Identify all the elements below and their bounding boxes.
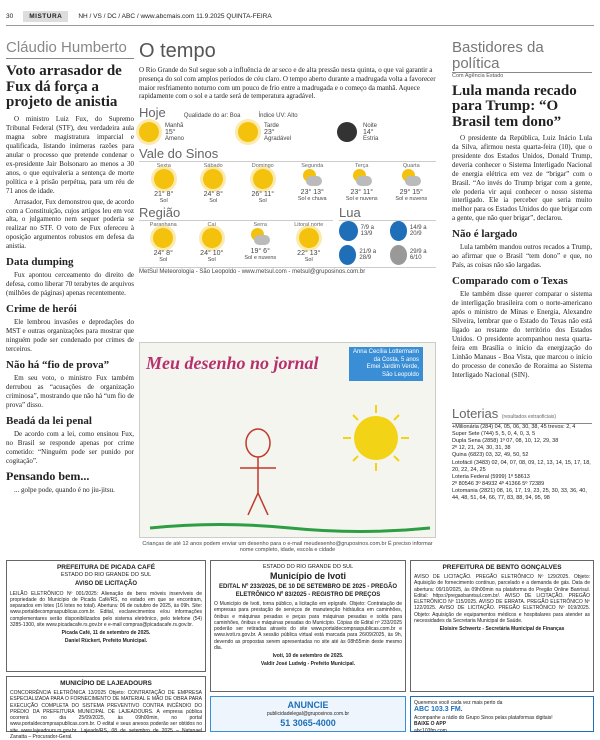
headline: Voto arrasador de Fux dá força a projeto de anistia — [6, 62, 122, 111]
regiao-label: Região — [139, 205, 333, 221]
moon-icon — [390, 245, 407, 265]
lottery-line: 2º 80546 3º 84932 4º 41366 5º 72389 — [452, 481, 545, 488]
page-header — [6, 8, 594, 26]
forecast-day: Quarta 29° 15° Sol e nuvens — [395, 163, 428, 202]
paragraph: Ele lembrou invasões e depredações do MST e outras organizações para mostrar que ninguém pode ser condenado por crimes de terceiros. — [6, 318, 134, 354]
lottery-line: Lotomania (2821) 08, 16, 17, 19, 23, 25, 30, 33, 36, 40, 44, 48, 51, 64, 66, 77, 83, 88, 94, 95, 98 — [452, 488, 587, 502]
legal-notices — [6, 560, 594, 740]
lottery-line: Quina (6823) 03, 32, 49, 50, 52 — [452, 452, 529, 459]
forecast-day: Domingo 26° 11° Sol — [251, 163, 275, 204]
subhead: Data dumping — [6, 256, 74, 269]
subhead: Não há “fio de prova” — [6, 359, 110, 372]
ad-picada-cafe: PREFEITURA DE PICADA CAFÉ ESTADO DO RIO GRANDE DO SUL AVISO DE LICITAÇÃO LEILÃO ELETRÔNICO Nº 001/2025: Alienação de bens móveis inservíveis de propriedade do Município de Picada Café/RS, no estado em que se encontram, separados em lotes (16 lotes no total). Abertura: 06 de outubro de 2025, às 09h. Site: www.portaldecompraspublicas.com.br. Edital, esclarecimentos e/ou informações complementares serão disponibilizados pelo sistema eletrônico, pelo telefone (54) 3285-1300, site www.picadacafe.rs.gov.br e e-mail compras@picadacafe.rs.gov.br. Picada Café, 11 de setembro de 2025. Daniel Rückert, Prefeito Municipal. — [6, 560, 206, 672]
subhead: Beadá da lei penal — [6, 415, 92, 428]
column-author: Cláudio Humberto — [6, 40, 134, 59]
moon-icon — [339, 245, 356, 265]
drawing-illustration — [140, 343, 437, 539]
paragraph: Ele também disse querer comparar o sistema de interligação brasileira com o norte-americano após o ministro de Minas e Energia, Alexandre Silveira, lembrar que o Estado do Texas não está ligado ao restante do território dos Estados Unidos. O presidente acompanhou nesta quarta-feira em Brasília o início da energização do Linhão Manaus - Boa Vista, que marcou o início do processo de conexão de Roraima ao Sistema Interligado Nacional (SIN). — [452, 290, 592, 379]
lottery-line: Loteria Federal (5999) 1º 58613 — [452, 473, 530, 480]
artist-tag: Anna Cecília Lottermann da Costa, 5 anos Emei Jardim Verde, São Leopoldo — [349, 347, 423, 381]
period-morning: Manhã 15° Ameno — [139, 122, 238, 142]
ad-ivoti: ESTADO DO RIO GRANDE DO SUL Município de Ivoti EDITAL Nº 233/2025, DE 10 DE SETEMBRO DE 2025 - PREGÃO ELETRÔNICO Nº 83/2025 - REGISTRO DE PREÇOS O Município de Ivoti, torna público, a licitação em epígrafe. Objeto: Contratação de empresas para prestação de serviços de manutenção hidráulica em caminhões, ônibus e máquinas pesadas e peças para máquinas pesadas e solda para caminhões, ônibus e máquinas pesadas do Município. Cópias do Edital nº 233/2025 poderão ser retiradas através do site www.portaldecompraspublicas.com.br e www.ivoti.rs.gov.br. A sessão pública virtual está marcada para 26/09/2025, às 9h, devendo as propostas serem apresentadas no site até às 08h55min deste mesmo dia. Ivoti, 10 de setembro de 2025. Valdir José Ludwig - Prefeito Municipal. — [210, 560, 406, 692]
subhead: Pensando bem... — [6, 468, 90, 483]
sun-icon — [139, 122, 159, 142]
subhead: Comparado com o Texas — [452, 275, 568, 288]
lottery-results — [452, 406, 592, 502]
weather-footer: MetSul Meteorologia - São Leopoldo - www.metsul.com - metsul@gruposinos.com.br — [139, 267, 436, 275]
forecast-day: Terça 23° 11° Sol e nuvens — [345, 163, 378, 202]
paragraph: O ministro Luiz Fux, do Supremo Tribunal Federal (STF), deu verdadeira aula magna sobre magistratura imparcial e qualificada, listando inúmeras razões para anular o processo que pretende condenar o ex-presidente Jair Bolsonaro ao menos a 30 anos, o que equivaleria a sentença de morte política e à prisão perpétua, para um réu de 71 anos de idade. — [6, 115, 134, 195]
region-item: Litoral norte 22° 13° Sol — [294, 222, 324, 263]
sun-icon — [154, 169, 174, 189]
sun-cloud-icon — [351, 169, 373, 187]
column-claudio — [6, 40, 134, 497]
moon-phases: 7/9 a 13/9 14/9 a 20/9 21/9 a 28/9 29/9 a 6/10 — [339, 221, 436, 265]
paragraph: Lula também mandou outros recados a Trump, ao afirmar que o Brasil “tem dono” e que, no País, as coisas não são largadas. — [452, 243, 592, 270]
sun-icon — [238, 122, 258, 142]
forecast-day: Segunda 23° 13° Sol e chuva — [297, 163, 327, 202]
sun-icon — [203, 169, 223, 189]
moon-icon — [390, 221, 407, 241]
weather-title: O tempo — [139, 40, 216, 62]
sun-icon — [153, 228, 173, 248]
ad-anuncie: ANUNCIE publicidadelegal@gruposinos.com.br 51 3065-4000 — [210, 696, 406, 732]
paragraph: ... golpe pode, quando é no jiu-jitsu. — [14, 486, 115, 495]
page-number: 30 — [6, 13, 14, 20]
region-item: Caí 24° 10° Sol — [200, 222, 224, 263]
weather-section — [139, 40, 436, 275]
vale-label: Vale do Sinos — [139, 146, 436, 162]
uv-index: Índice UV: Alto — [258, 113, 298, 119]
headline: Lula manda recado para Trump: “O Brasil tem dono” — [452, 82, 577, 131]
edition-info: NH / VS / DC / ABC / www.abcmais.com 11.9.2025 QUINTA-FEIRA — [78, 13, 272, 20]
subhead: Não é largado — [452, 228, 518, 241]
sun-icon — [299, 228, 319, 248]
air-quality: Qualidade do ar: Boa — [183, 113, 241, 119]
column-bastidores — [452, 40, 592, 382]
section-label: MISTURA — [23, 11, 68, 22]
ad-bento-goncalves: PREFEITURA DE BENTO GONÇALVES AVISO DE LICITAÇÃO. PREGÃO ELETRÔNICO Nº 129/2025. Objeto: Aquisição de fornecimento contínuo, parcelado e a demanda de gás. Data de abertura: 09/10/2025, às 09h00min na plataforma do Pregão Online Banrisul. Edital: https://pregaobanrisul.com.br/. AVISO DE LICITAÇÃO. PREGÃO ELETRÔNICO Nº 115/2025. AVISO DE ERRATA. PREGÃO ELETRÔNICO Nº 122/2025. AVISO DE LICITAÇÃO. PREGÃO ELETRÔNICO Nº 019/2025. Objeto: Aquisição de equipamentos médicos e hospitalares para atender as necessidades da Secretaria Municipal de Saúde. Eloisire Schwertz - Secretária Municipal de Finanças — [410, 560, 594, 692]
period-afternoon: Tarde 23° Agradável — [238, 122, 337, 142]
sun-rain-icon — [301, 169, 323, 187]
child-drawing — [139, 342, 436, 538]
lottery-line: Lotofácil (3483) 02, 04, 07, 08, 09, 12, 13, 14, 15, 17, 18, 20, 22, 24, 25 — [452, 459, 591, 473]
hoje-label: Hoje — [139, 105, 166, 120]
region-item: Serra 19° 6° Sol e nuvens — [244, 222, 277, 261]
column-source: Com Agência Estado — [452, 72, 504, 79]
moon-icon — [337, 122, 357, 142]
lottery-line: +Milionária (284) 04, 05, 06, 30, 38, 45 trevos: 2, 4 — [452, 423, 576, 430]
region-item: Paranhana 24° 8° Sol — [149, 222, 177, 263]
sun-icon — [253, 169, 273, 189]
paragraph: Em seu voto, o ministro Fux também derrubou as “acusações de organização criminosa”, mostrando que não há “um fio de prova” disso. — [6, 374, 134, 410]
lottery-line: 2º 12, 21, 24, 30, 31, 38 — [452, 445, 511, 452]
sun-icon — [202, 228, 222, 248]
drawing-title: Meu desenho no jornal — [146, 353, 319, 373]
lottery-line: Super Sete (744) 5, 5, 0, 4, 0, 3, 5 — [452, 431, 536, 438]
forecast-day: Sexta 21° 8° Sol — [154, 163, 174, 204]
paragraph: De acordo com a lei, como ensinou Fux, no Brasil se responde apenas por crime cometido: “Ninguém pode ser punido por cogitação”. — [6, 430, 134, 465]
ad-radio-abc: Queremos você cada vez mais perto da ABC 103.3 FM. Acompanhe a rádio do Grupo Sinos pelas plataformas digitais! BAIXE O APP abc103fm.com — [410, 696, 594, 732]
lottery-line: Dupla Sena (2858) 1º 07, 08, 10, 12, 29, 38 — [452, 438, 559, 445]
weather-intro: O Rio Grande do Sul segue sob a influência de ar seco e de alta pressão nesta quinta, o que vai garantir a presença do sol com amplos períodos de céu claro. O tempo aberto durante a madrugada volta a favorecer maior resfriamento noturno com um pouco de frio entre a madrugada e o começo da manhã. Aquece rapidamente com o sol e a tarde será de temperatura agradável. — [139, 66, 436, 101]
paragraph: O presidente da República, Luiz Inácio Lula da Silva, afirmou nesta quarta-feira (10), que o presidente dos Estados Unidos, Donald Trump, deveria conhecer o Sistema Interligado Nacional de energia elétrica em vez de “brigar” com o Brasil. “Ao invés do Trump brigar com a gente, ele poderia vir aqui conhecer o nosso sistema interligado. Ele ia perceber que seria muito melhor para os Estados Unidos do que brigar com a gente, que não quer brigar”, declarou. — [452, 133, 592, 223]
ad-lajeadours: MUNICÍPIO DE LAJEADOURS CONCORRÊNCIA ELETRÔNICA 13/2025 Objeto: CONTRATAÇÃO DE EMPRESA ESPECIALIZADA PARA O FORNECIMENTO DE MATERIAL E MÃO DE OBRA PARA EXECUÇÃO COMPLETA DO SISTEMA PREVENTIVO CONTRA INCÊNDIO DO PRÉDIO DA PREFEITURA MUNICIPAL DE LAJEADOURS. A empresa pública ocorrerá no dia 25/09/2025, às 09h00min, no portal www.portaldecompraspublicas.com.br. O edital e seus anexos poderão ser obtidos no site www.lajeadours.rs.gov.br. Lajeado/RS, 08 de setembro de 2025 – Natanael Zanatta – Procurador-Geral. — [6, 676, 206, 732]
region-forecast — [139, 221, 333, 264]
subhead: Crime de herói — [6, 303, 77, 316]
moon-icon — [339, 221, 358, 241]
lottery-title: Loterias (resultados extraoficiais) — [452, 406, 592, 424]
paragraph: Fux apontou cerceamento do direito de defesa, como liberar 70 terabytes de arquivos (milhões de páginas) apenas recentemente. — [6, 271, 134, 298]
lua-label: Lua — [339, 205, 436, 221]
column-title: Bastidores da política — [452, 40, 592, 73]
paragraph: Arrasador, Fux demonstrou que, de acordo com a Constituição, cujos artigos leu em voz alta, o julgamento nem sequer poderia se realizar no STF. O voto de Fux ofereceu à oposição argumentos robustos em defesa da anistia. — [6, 197, 134, 251]
sun-cloud-icon — [400, 169, 422, 187]
period-night: Noite 14° Estria — [337, 122, 436, 142]
drawing-caption: Crianças de até 12 anos podem enviar um desenho para o e-mail meudesenho@gruposinos.com.br É preciso informar nome completo, idade, escola e cidade — [142, 541, 433, 553]
sun-cloud-icon — [249, 228, 271, 246]
forecast-days — [139, 162, 436, 205]
forecast-day: Sábado 24° 8° Sol — [203, 163, 223, 204]
